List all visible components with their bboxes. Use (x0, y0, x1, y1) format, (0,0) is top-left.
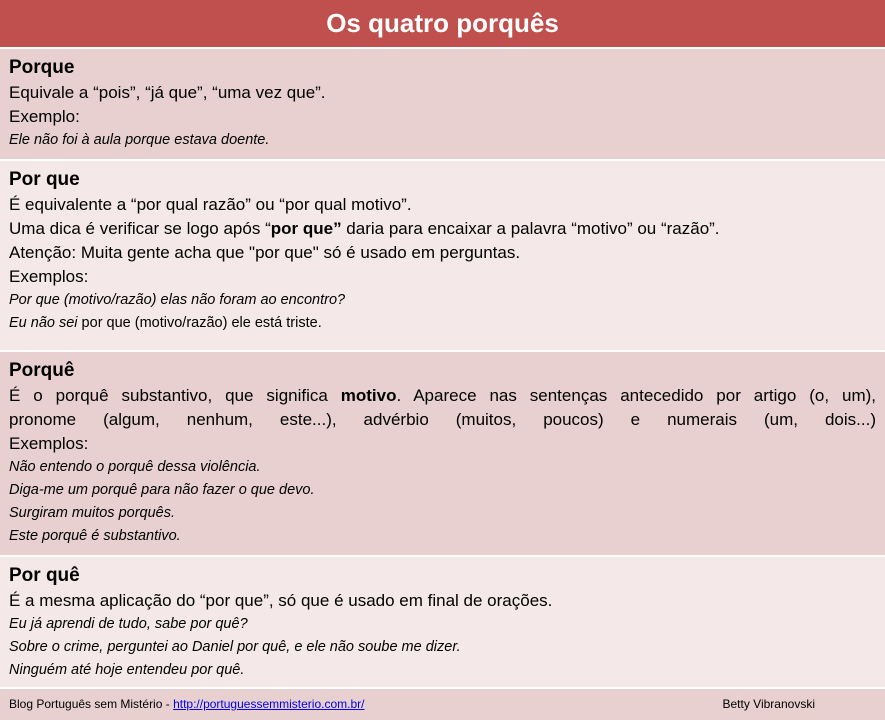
section-heading: Por quê (9, 565, 80, 586)
footer (0, 689, 885, 720)
section-heading: Porquê (9, 360, 75, 381)
tip-text: Uma dica é verificar se logo após “ (9, 219, 271, 238)
definition-line (9, 384, 876, 408)
examples-label: Exemplos: (9, 434, 89, 453)
section-por-que (0, 161, 885, 352)
example-line: Não entendo o porquê dessa violência. (9, 459, 261, 475)
examples-label: Exemplo: (9, 107, 80, 126)
section-por-que-acento (0, 557, 885, 689)
attention-line: Atenção: Muita gente acha que "por que" só é usado em perguntas. (9, 243, 521, 262)
example-line: Surgiram muitos porquês. (9, 505, 176, 521)
definition-text: É o porquê substantivo, que significa (9, 386, 341, 405)
example-line: Este porquê é substantivo. (9, 528, 181, 544)
definition-line: Equivale a “pois”, “já que”, “uma vez que”. (9, 83, 326, 102)
example-line: Diga-me um porquê para não fazer o que devo. (9, 482, 315, 498)
definition-line: É a mesma aplicação do “por que”, só que é usado em final de orações. (9, 591, 553, 610)
section-heading: Porque (9, 57, 75, 78)
section-porque (0, 49, 885, 161)
page-title: Os quatro porquês (326, 8, 559, 38)
tip-bold-text: por que” (270, 219, 342, 238)
example-line: Ele não foi à aula porque estava doente. (9, 132, 270, 148)
tip-line (9, 217, 876, 241)
example-line: Ninguém até hoje entendeu por quê. (9, 662, 245, 678)
definition-bold-text: motivo (340, 386, 397, 405)
tip-text-end: daria para encaixar a palavra “motivo” ou “razão”. (341, 219, 720, 238)
section-porque-acento (0, 352, 885, 557)
example-line: Por que (motivo/razão) elas não foram ao encontro? (9, 292, 346, 308)
section-heading: Por que (9, 169, 80, 190)
example-line (9, 312, 876, 335)
definition-line: É equivalente a “por qual razão” ou “por qual motivo”. (9, 195, 412, 214)
example-line: Eu já aprendi de tudo, sabe por quê? (9, 616, 248, 632)
example-italic-part: Eu não sei (9, 315, 78, 331)
title-bar (0, 0, 885, 49)
definition-text-end: . Aparece nas sentenças antecedido por artigo (o, um), (396, 386, 876, 405)
author-name: Betty Vibranovski (722, 697, 815, 711)
blog-link[interactable]: http://portuguessemmisterio.com.br/ (173, 697, 365, 711)
definition-line-2: pronome (algum, nenhum, este...), advérbio (muitos, poucos) e numerais (um, dois...) (9, 410, 876, 429)
example-upright-part: por que (motivo/razão) ele está triste. (77, 315, 322, 331)
example-line: Sobre o crime, perguntei ao Daniel por quê, e ele não soube me dizer. (9, 639, 461, 655)
footer-blog-label: Blog Português sem Mistério - (9, 697, 174, 711)
examples-label: Exemplos: (9, 267, 89, 286)
